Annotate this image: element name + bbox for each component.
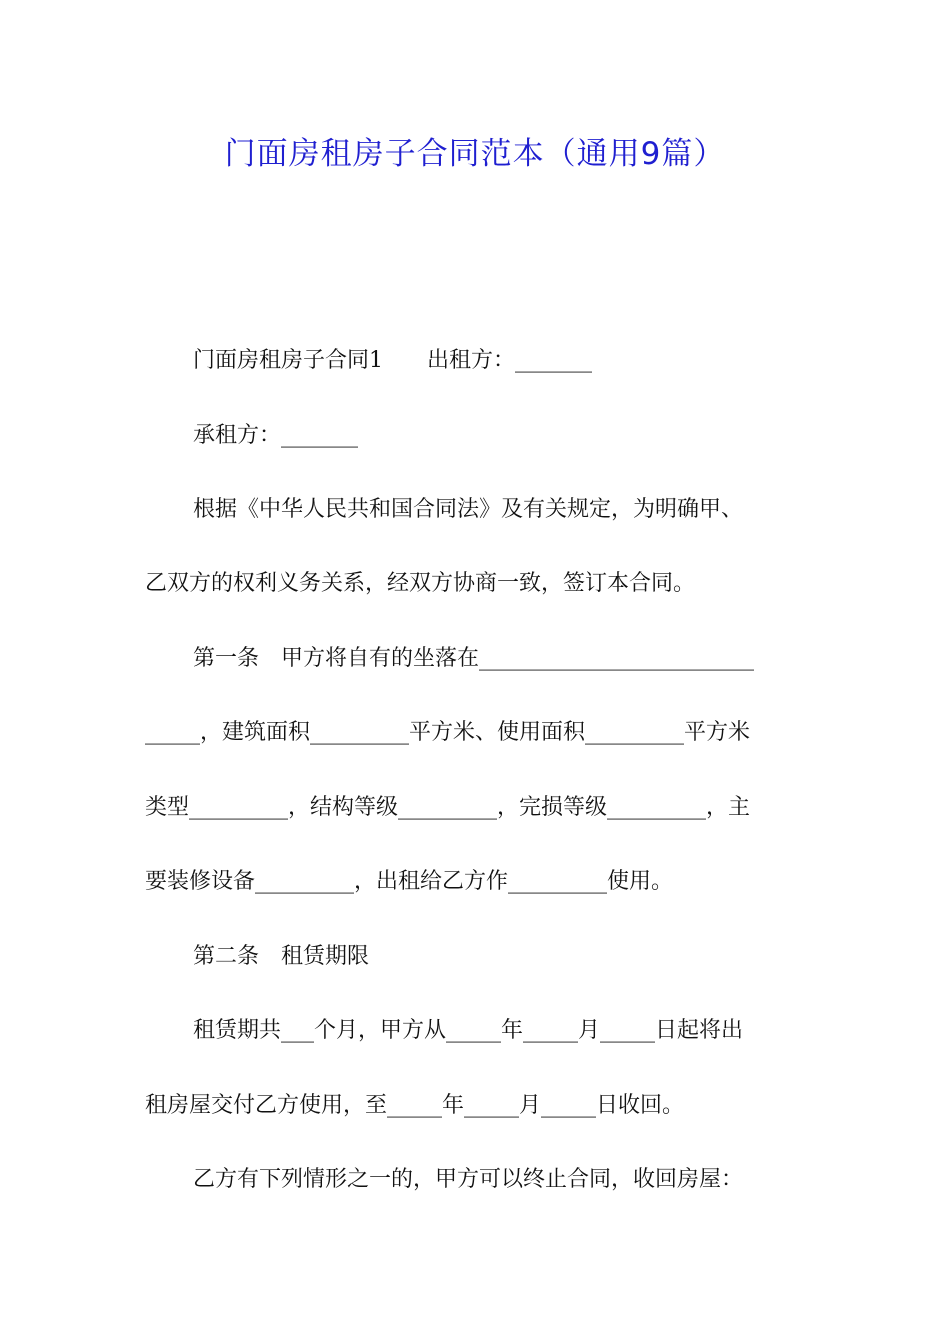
paragraph-line: 乙双方的权利义务关系，经双方协商一致，签订本合同。	[145, 571, 696, 596]
document-title: 门面房租房子合同范本（通用9篇）	[224, 136, 726, 172]
paragraph-line: 类型_________，结构等级_________，完损等级_________，主	[145, 795, 751, 820]
paragraph-line: 承租方：_______	[193, 423, 359, 448]
paragraph-line: 要装修设备_________，出租给乙方作_________使用。	[145, 869, 674, 894]
paragraph-line: 门面房租房子合同1 出租方：_______	[193, 348, 592, 373]
paragraph-line: _____，建筑面积_________平方米、使用面积_________平方米	[145, 720, 751, 745]
paragraph-line: 第二条 租赁期限	[193, 944, 370, 969]
paragraph-line: 第一条 甲方将自有的坐落在_________________________	[193, 646, 755, 671]
paragraph-line: 根据《中华人民共和国合同法》及有关规定，为明确甲、	[193, 497, 744, 522]
paragraph-line: 租赁期共___个月，甲方从_____年_____月_____日起将出	[193, 1018, 744, 1043]
paragraph-line: 租房屋交付乙方使用，至_____年_____月_____日收回。	[145, 1093, 685, 1118]
paragraph-line: 乙方有下列情形之一的，甲方可以终止合同，收回房屋：	[193, 1167, 744, 1192]
